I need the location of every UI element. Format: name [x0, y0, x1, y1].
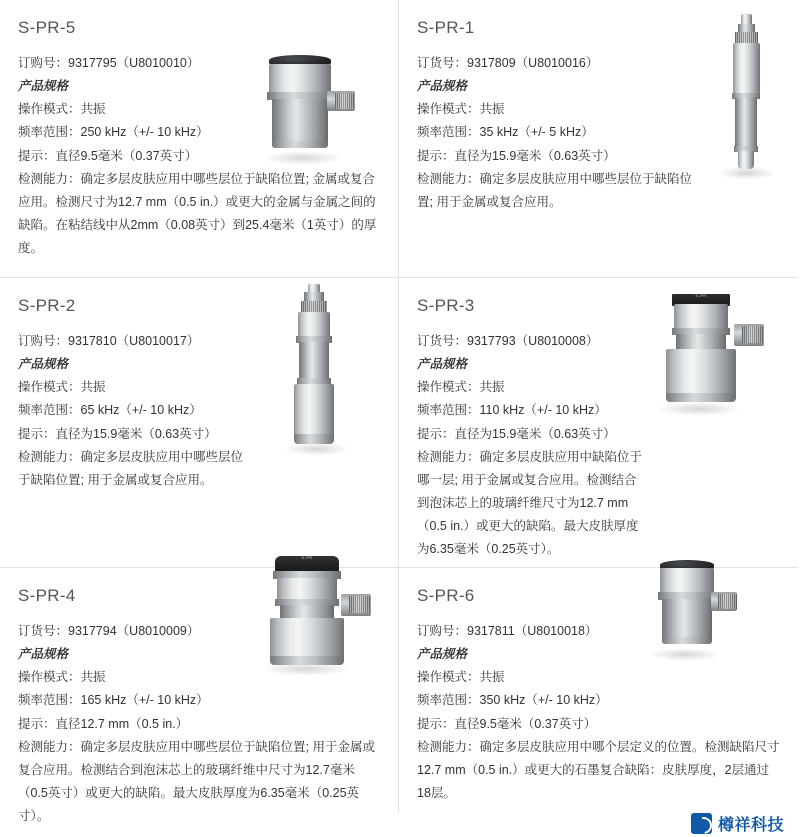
frequency-range: 频率范围：65 kHz（+/- 10 kHz）	[18, 403, 202, 418]
product-card-s-pr-6	[399, 568, 798, 813]
specs-heading: 产品规格	[417, 79, 468, 94]
detection-capability: 检测能力：确定多层皮肤应用中哪些层位于缺陷位置; 用于金属或复合应用。	[417, 171, 693, 209]
operating-mode: 操作模式：共振	[18, 102, 106, 117]
specs-heading: 产品规格	[18, 647, 69, 662]
order-number: 订购号：9317811（U8010018）	[417, 624, 598, 638]
brand-name: 樽祥科技	[717, 817, 784, 834]
page-footer	[0, 813, 798, 835]
order-number: 订购号：9317795（U8010010）	[18, 56, 200, 70]
operating-mode: 操作模式：共振	[417, 102, 505, 117]
product-details	[417, 330, 643, 561]
product-details	[18, 52, 382, 260]
frequency-range: 频率范围：250 kHz（+/- 10 kHz）	[18, 125, 209, 140]
product-title: S-PR-2	[18, 296, 76, 315]
product-card-s-pr-5	[0, 0, 399, 278]
specs-heading: 产品规格	[18, 79, 69, 94]
tip-diameter: 提示：直径为15.9毫米（0.63英寸）	[417, 148, 616, 163]
detection-capability: 检测能力：确定多层皮肤应用中缺陷位于哪一层; 用于金属或复合应用。检测结合到泡沫芯上的玻璃纤维尺寸为12.7 mm（0.5 in.）或更大的缺陷。最大皮肤厚度为6.35毫米（0.25英寸）。	[417, 449, 643, 557]
operating-mode: 操作模式：共振	[18, 380, 106, 395]
product-details	[18, 330, 251, 492]
product-card-s-pr-4	[0, 555, 399, 823]
product-details	[18, 620, 382, 828]
brand-watermark	[691, 812, 784, 835]
operating-mode: 操作模式：共振	[417, 380, 505, 395]
product-title: S-PR-4	[18, 586, 76, 605]
specs-heading: 产品规格	[18, 357, 69, 372]
specs-heading: 产品规格	[417, 647, 468, 662]
brand-logo-icon	[691, 813, 712, 834]
order-number: 订购号：9317810（U8010017）	[18, 334, 200, 348]
product-title: S-PR-5	[18, 18, 76, 37]
detection-capability: 检测能力：确定多层皮肤应用中哪些层位于缺陷位置; 金属或复合应用。检测尺寸为12.7 mm（0.5 in.）或更大的金属与金属之间的缺陷。在粘结线中从2mm（0.08英寸）到25.4毫米（1英寸）的厚度。	[18, 171, 377, 255]
order-number: 订货号：9317809（U8010016）	[417, 56, 599, 70]
product-label-plate: S-PR	[275, 556, 339, 572]
tip-diameter: 提示：直径9.5毫米（0.37英寸）	[18, 148, 198, 163]
frequency-range: 频率范围：110 kHz（+/- 10 kHz）	[417, 403, 607, 418]
tip-diameter: 提示：直径9.5毫米（0.37英寸）	[417, 716, 597, 731]
tip-diameter: 提示：直径为15.9毫米（0.63英寸）	[417, 426, 616, 441]
transducer-image-s-pr-1	[710, 14, 800, 184]
operating-mode: 操作模式：共振	[417, 670, 505, 685]
product-card-s-pr-1	[399, 0, 798, 278]
tip-diameter: 提示：直径为15.9毫米（0.63英寸）	[18, 426, 217, 441]
frequency-range: 频率范围：350 kHz（+/- 10 kHz）	[417, 693, 608, 708]
product-details	[417, 620, 782, 805]
product-title: S-PR-3	[417, 296, 475, 315]
order-number: 订货号：9317794（U8010009）	[18, 624, 200, 638]
detection-capability: 检测能力：确定多层皮肤应用中哪些层位于缺陷位置; 用于金属或复合应用。检测结合到泡沫芯上的玻璃纤维中尺寸为12.7毫米（0.5英寸）或更大的缺陷。最大皮肤厚度为6.35毫米（0.25英寸）。	[18, 739, 375, 823]
detection-capability: 检测能力：确定多层皮肤应用中哪些层位于缺陷位置; 用于金属或复合应用。	[18, 449, 244, 487]
product-title: S-PR-1	[417, 18, 475, 37]
frequency-range: 频率范围：165 kHz（+/- 10 kHz）	[18, 693, 209, 708]
product-card-s-pr-2	[0, 278, 399, 568]
detection-capability: 检测能力：确定多层皮肤应用中哪个层定义的位置。检测缺陷尺寸12.7 mm（0.5 in.）或更大的石墨复合缺陷：皮肤厚度，2层通过18层。	[417, 739, 780, 800]
product-details	[417, 52, 694, 214]
product-label-plate: S-PR	[672, 294, 730, 306]
tip-diameter: 提示：直径12.7 mm（0.5 in.）	[18, 716, 189, 731]
side-connector-icon	[734, 324, 764, 346]
product-card-s-pr-3	[399, 278, 798, 568]
product-title: S-PR-6	[417, 586, 475, 605]
order-number: 订货号：9317793（U8010008）	[417, 334, 599, 348]
specs-heading: 产品规格	[417, 357, 468, 372]
frequency-range: 频率范围：35 kHz（+/- 5 kHz）	[417, 125, 594, 140]
operating-mode: 操作模式：共振	[18, 670, 106, 685]
